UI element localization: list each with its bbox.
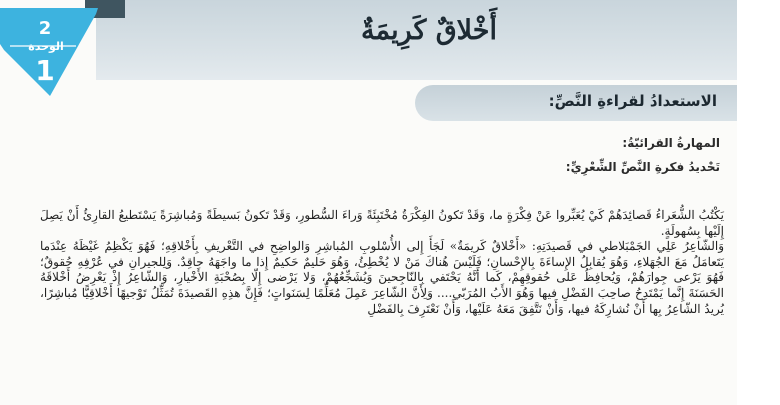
page-margin	[737, 0, 780, 405]
reading-skill-label: المهارةُ القرائيّةُ:	[622, 136, 720, 150]
section-title: الاستعدادُ لقراءةِ النَّصِّ:	[548, 92, 717, 110]
reading-skill-value: تَحْديدُ فكرةِ النَّصِّ الشِّعْرِيِّ:	[565, 160, 720, 174]
chapter-header-band	[96, 0, 737, 80]
unit-badge	[0, 8, 98, 98]
body-text	[40, 208, 724, 317]
paragraph-2: وَالشّاعِرُ عَلِي الجَمْبَلاطي في قَصيدَتِهِ: «أَخْلاقٌ كَريمَةٌ» لَجَأَ إِلى الأُسْلوبِ المُباشِرِ وَالواضِحِ في التَّعْريفِ بِأَخْلاقِهِ؛ فَهُوَ يَكْظِمُ غَيْظَهُ عِنْدَما يَتَعامَلُ مَعَ الجُهَلاءِ، وَهُوَ يُقابِلُ الإِساءَةَ بِالإِحْسانِ؛ فَلَيْسَ هُناكَ مَنْ لا يُخْطِئُ، وَهُوَ حَليمٌ حَكيمٌ إِذا ما واجَهَهُ حاقِدٌ. وَلِلجيرانِ في عُرْفِهِ حُقوقٌ؛ فَهُوَ يَرْعى جِوارَهُمْ، وَيُحافِظُ عَلى حُقوقِهِمْ، كَما أَنَّهُ يَحْتَفي بِالنّاجِحينَ وَيُشَجِّعُهُمْ، وَلا يَرْضى إِلّا بِصُحْبَةِ الأَخْيارِ، وَالشّاعِرُ إِذْ يَعْرِضُ أَخْلاقَهُ الحَسَنَةَ إِنَّما يَمْتَدِحُ صاحِبَ الفَضْلِ فيها وَهُوَ الأَبُ المُرَبّي.... وَلِأَنَّ الشّاعِرَ عَمِلَ مُعَلِّمًا لِسَنَواتٍ؛ فَإِنَّ هذِهِ القَصيدَةَ تُمَثِّلُ تَوْجيهًا أَخْلاقِيًّا مُباشِرًا، يُريدُ الشّاعِرُ بِها أَنْ نُشارِكَهُ فيها، وَأَنْ نَتَّفِقَ مَعَهُ عَلَيْها، وَأَنْ نَعْتَرِفَ بِالفَضْلِ	[40, 239, 724, 316]
lesson-number: 2	[38, 18, 52, 39]
unit-label: الوحدة	[28, 40, 64, 53]
unit-number: 1	[35, 54, 55, 87]
paragraph-1: يَكْتُبُ الشُّعَراءُ قَصائِدَهُمْ كَيْ يُعَبِّروا عَنْ فِكْرَةٍ ما، وَقَدْ تَكونُ الفِكْرَةُ مُخْتَبِئَةً وَراءَ السُّطورِ، وَقَدْ تَكونُ بَسيطَةً وَمُباشِرَةً يَسْتَطيعُ القارِئُ أَنْ يَصِلَ إِلَيْها بِسُهولَةٍ.	[40, 208, 724, 238]
chapter-title: أَخْلاقٌ كَرِيمَةٌ	[360, 15, 497, 46]
section-header-bar	[415, 85, 737, 121]
